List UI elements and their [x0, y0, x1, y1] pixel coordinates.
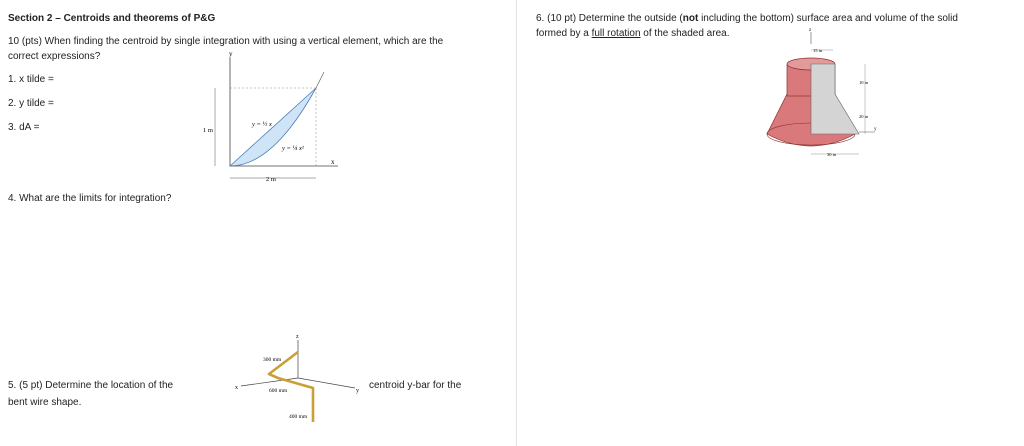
dim-400mm: 400 mm: [289, 414, 308, 420]
q5-text-line2: bent wire shape.: [8, 397, 82, 408]
x-axis-label: x: [235, 385, 238, 391]
dim-30in: 30 in: [827, 152, 837, 157]
curve-linear-label: y = ½ x: [252, 121, 272, 128]
dim-15in: 15 in: [813, 48, 823, 53]
y-axis-label: y: [356, 388, 359, 394]
section-title: Section 2 – Centroids and theorems of P&G: [8, 13, 216, 24]
q6-text-line1: 6. (10 pt) Determine the outside (not including the bottom) surface area and volume of the solid: [536, 13, 958, 24]
dim-20in: 20 in: [859, 114, 869, 119]
y-axis-label: y: [874, 127, 877, 132]
y-axis-label: y: [229, 50, 233, 58]
z-axis-label: z: [296, 334, 299, 340]
dim-600mm: 600 mm: [269, 388, 288, 394]
height-dimension: 1 m: [203, 127, 213, 134]
item-y-tilde: 2. y tilde =: [8, 98, 54, 109]
x-axis-label: x: [331, 158, 335, 166]
q5-text-line1: 5. (5 pt) Determine the location of the: [8, 380, 174, 391]
curve-parabola-label: y = ¼ x²: [282, 145, 304, 152]
shaded-cross-section: [811, 64, 859, 134]
q6-text-line2: formed by a full rotation of the shaded area.: [536, 28, 730, 39]
q10-text-line1: 10 (pts) When finding the centroid by single integration with using a vertical element, which are the: [8, 36, 444, 47]
shaded-region: [230, 88, 316, 166]
dim-10in: 10 in: [859, 80, 869, 85]
item-da: 3. dA =: [8, 122, 40, 133]
centroid-ybar-text: centroid y-bar for the: [369, 380, 462, 391]
area-between-curves-figure: [200, 48, 345, 188]
dim-300mm: 300 mm: [263, 357, 282, 363]
column-divider: [516, 0, 517, 446]
width-dimension: 2 m: [266, 176, 276, 183]
solid-of-revolution-figure: [763, 28, 883, 162]
q10-text-line2: correct expressions?: [8, 51, 101, 62]
item-limits: 4. What are the limits for integration?: [8, 193, 172, 204]
item-x-tilde: 1. x tilde =: [8, 74, 54, 85]
bent-wire-figure: [233, 330, 363, 430]
z-axis-label: z: [809, 28, 812, 33]
